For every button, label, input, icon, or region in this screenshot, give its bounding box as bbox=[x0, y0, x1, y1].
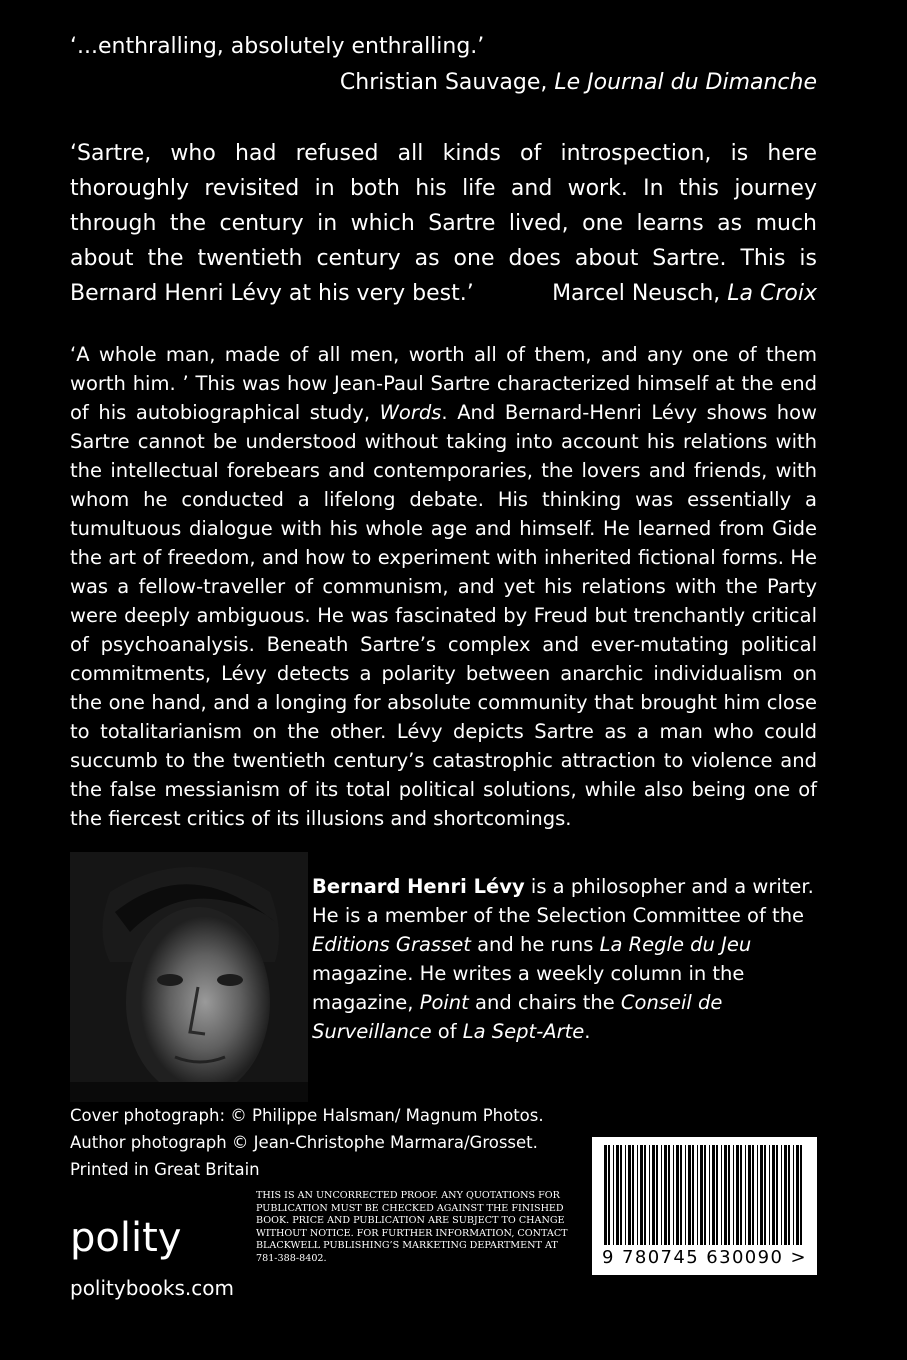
barcode-bar bbox=[664, 1145, 667, 1245]
bio-text-6: . bbox=[584, 1020, 591, 1043]
barcode-bar bbox=[784, 1145, 787, 1245]
barcode-bar bbox=[772, 1145, 775, 1245]
barcode-bar bbox=[800, 1145, 802, 1245]
barcode-bar bbox=[652, 1145, 655, 1245]
barcode-bar bbox=[764, 1145, 766, 1245]
barcode-bar bbox=[745, 1145, 746, 1245]
barcode-bar bbox=[781, 1145, 782, 1245]
barcode-bar bbox=[728, 1145, 730, 1245]
bio-italic-4: Conseil de Surveillance bbox=[312, 991, 723, 1043]
barcode-bar bbox=[697, 1145, 698, 1245]
barcode-bar bbox=[640, 1145, 643, 1245]
polity-logo: polity bbox=[70, 1215, 182, 1261]
printed-in: Printed in Great Britain bbox=[70, 1160, 260, 1179]
barcode-bar bbox=[632, 1145, 634, 1245]
barcode-bar bbox=[673, 1145, 674, 1245]
bio-italic-5: La Sept-Arte bbox=[462, 1020, 585, 1043]
barcode-bar bbox=[692, 1145, 694, 1245]
barcode-bar bbox=[757, 1145, 758, 1245]
author-name: Bernard Henri Lévy bbox=[312, 875, 525, 898]
barcode-bar bbox=[752, 1145, 754, 1245]
bio-text-4: and chairs the bbox=[468, 991, 621, 1014]
isbn-barcode bbox=[592, 1137, 817, 1275]
bio-italic-3: Point bbox=[419, 991, 469, 1014]
barcode-bar bbox=[644, 1145, 646, 1245]
barcode-bar bbox=[608, 1145, 610, 1245]
barcode-bar bbox=[613, 1145, 614, 1245]
quote-1-source: Le Journal du Dimanche bbox=[554, 70, 817, 95]
quote-1-attribution bbox=[70, 70, 817, 95]
quote-2-author: Marcel Neusch, bbox=[552, 281, 728, 306]
barcode-bar bbox=[680, 1145, 682, 1245]
quote-2 bbox=[70, 136, 817, 311]
barcode-bar bbox=[733, 1145, 734, 1245]
bio-text-5: of bbox=[431, 1020, 463, 1043]
barcode-bar bbox=[712, 1145, 715, 1245]
barcode-bar bbox=[685, 1145, 686, 1245]
quote-1-author: Christian Sauvage, bbox=[339, 70, 555, 95]
quote-2-text: ‘Sartre, who had refused all kinds of introspection, is here thoroughly revisited in both his life and work. In this journey through the century in which Sartre lived, one learns as much about the twentieth century as one does about Sartre. This is Bernard Henri Lévy at his very best.’ bbox=[70, 141, 817, 306]
barcode-bar bbox=[760, 1145, 763, 1245]
author-portrait-image bbox=[70, 852, 308, 1102]
description-title-words: Words bbox=[379, 401, 442, 424]
barcode-bar bbox=[769, 1145, 770, 1245]
quote-1-text: ‘...enthralling, absolutely enthralling.’ bbox=[70, 34, 485, 59]
barcode-bar bbox=[793, 1145, 794, 1245]
barcode-bar bbox=[788, 1145, 790, 1245]
barcode-bar bbox=[661, 1145, 662, 1245]
barcode-bar bbox=[748, 1145, 751, 1245]
author-photo-credit: Author photograph © Jean-Christophe Marmara/Grosset. bbox=[70, 1133, 538, 1152]
bio-italic-2: La Regle du Jeu bbox=[599, 933, 752, 956]
barcode-bar bbox=[616, 1145, 619, 1245]
barcode-bar bbox=[620, 1145, 622, 1245]
description-part-1: ‘A whole man, made of all men, worth all of them, and any one of them worth him. ’ This was how Jean-Paul Sartre characterized himself at the end of his autobiographical study, bbox=[70, 343, 817, 424]
description-part-2: . And Bernard-Henri Lévy shows how Sartre cannot be understood without taking into account his relations with the intellectual forebears and contemporaries, the lovers and friends, with whom he conducted a lifelong debate. His thinking was essentially a tumultuous dialogue with his whole age and himself. He learned from Gide the art of freedom, and how to experiment with inherited fictional forms. He was a fellow-traveller of communism, and yet his relations with the Party were deeply ambiguous. He was fascinated by Freud but trenchantly critical of psychoanalysis. Beneath Sartre’s complex and ever-mutating political commitments, Lévy detects a polarity between anarchic individualism on the one hand, and a longing for absolute community that brought him close to totalitarianism on the other. Lévy depicts Sartre as a man who could succumb to the twentieth century’s catastrophic attraction to violence and the false messianism of its total political solutions, while also being one of the fiercest critics of its illusions and shortcomings. bbox=[70, 401, 817, 830]
barcode-bar bbox=[604, 1145, 607, 1245]
barcode-bar bbox=[628, 1145, 631, 1245]
cover-photo-credit: Cover photograph: © Philippe Halsman/ Magnum Photos. bbox=[70, 1106, 544, 1125]
barcode-bar bbox=[656, 1145, 658, 1245]
barcode-bar bbox=[668, 1145, 670, 1245]
barcode-bar bbox=[736, 1145, 739, 1245]
book-description bbox=[70, 340, 817, 833]
bio-italic-1: Editions Grasset bbox=[312, 933, 471, 956]
barcode-bar bbox=[688, 1145, 691, 1245]
author-photo bbox=[70, 852, 308, 1102]
barcode-bar bbox=[637, 1145, 638, 1245]
bio-text-3: magazine. He writes a weekly column in the magazine, bbox=[312, 962, 745, 1014]
barcode-bar bbox=[676, 1145, 679, 1245]
barcode-bar bbox=[740, 1145, 742, 1245]
barcode-bar bbox=[649, 1145, 650, 1245]
quote-2-source: La Croix bbox=[727, 281, 817, 306]
barcode-bar bbox=[709, 1145, 710, 1245]
barcode-bar bbox=[704, 1145, 706, 1245]
bio-text-1: is a philosopher and a writer. He is a member of the Selection Committee of the bbox=[312, 875, 814, 927]
quote-2-attribution bbox=[552, 276, 817, 311]
publisher-website: politybooks.com bbox=[70, 1276, 234, 1300]
uncorrected-proof-notice: THIS IS AN UNCORRECTED PROOF. ANY QUOTATIONS FOR PUBLICATION MUST BE CHECKED AGAINST THE FINISHED BOOK. PRICE AND PUBLICATION ARE SUBJECT TO CHANGE WITHOUT NOTICE. FOR FURTHER INFORMATION, CONTACT BLACKWELL PUBLISHING’S MARKETING DEPARTMENT AT 781-388-8402. bbox=[256, 1190, 568, 1264]
barcode-bar bbox=[724, 1145, 727, 1245]
bio-text-2: and he runs bbox=[470, 933, 600, 956]
barcode-bar bbox=[716, 1145, 718, 1245]
barcode-bars bbox=[592, 1137, 817, 1247]
barcode-bar bbox=[721, 1145, 722, 1245]
barcode-bar bbox=[796, 1145, 799, 1245]
author-bio bbox=[312, 872, 817, 1046]
barcode-bar bbox=[700, 1145, 703, 1245]
barcode-bar bbox=[776, 1145, 778, 1245]
barcode-bar bbox=[625, 1145, 626, 1245]
isbn-number: 9 780745 630090 > bbox=[602, 1247, 807, 1268]
